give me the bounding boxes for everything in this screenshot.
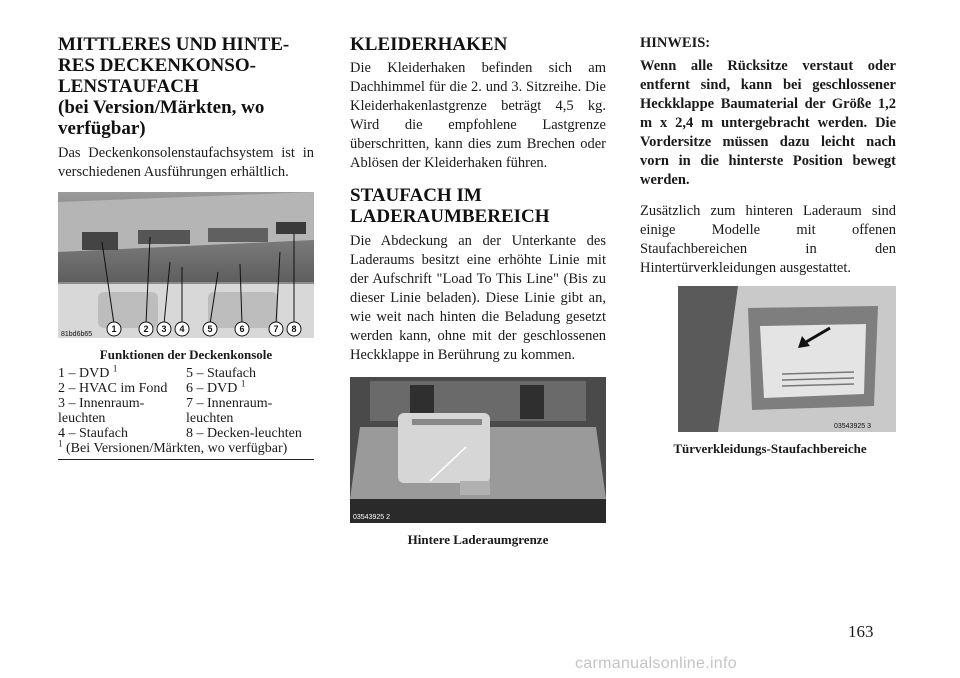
section-title-cargo-storage: STAUFACH IM LADERAUMBEREICH — [350, 185, 550, 227]
callout-7: 7 — [273, 324, 279, 334]
door-storage-text: Zusätzlich zum hinteren Laderaum sind einige Modelle mit offenen Staufachbereichen in den Hintertürverkleidungen ausgestattet. — [640, 203, 896, 276]
legend-item: 2 – HVAC im Fond — [58, 381, 168, 396]
page-number: 163 — [848, 622, 874, 641]
legend-row — [58, 396, 314, 426]
cargo-area-illustration — [350, 377, 606, 523]
column-overhead-console — [58, 34, 314, 460]
callout-1: 1 — [111, 324, 117, 334]
column-coat-hooks — [350, 34, 606, 548]
figure-caption-cargo-limit: Hintere Laderaumgrenze — [407, 532, 549, 547]
figure-caption-overhead-console: Funktionen der Deckenkonsole — [99, 347, 273, 362]
column-note — [640, 34, 896, 457]
legend-item: 6 – DVD $^1$ — [186, 378, 246, 396]
figure-code-2: 03543925 2 — [353, 514, 390, 521]
cargo-storage-text: Die Abdeckung an der Unterkante des Laderaums besitzt eine erhöhte Linie mit der Aufschrift "Load To This Line" (Bis zu dieser Linie beladen). Diese Linie gibt an, wie weit nach hinten die Beladung gesetzt werden kann, ohne mit der geschlossenen Heckklappe in Berührung zu kommen. — [350, 233, 606, 363]
legend-row — [58, 426, 314, 441]
legend-item: 4 – Staufach — [58, 426, 128, 441]
legend-item: 3 – Innenraum-leuchten — [58, 396, 145, 426]
legend-item: 5 – Staufach — [186, 366, 256, 381]
overhead-console-legend — [58, 363, 314, 441]
callout-8: 8 — [291, 324, 297, 334]
watermark: carmanualsonline.info — [575, 655, 737, 672]
legend-item: 1 – DVD $^1$ — [58, 363, 118, 381]
figure-caption-door-storage: Türverkleidungs-Staufachbereiche — [673, 441, 867, 456]
legend-item: 7 – Innenraum-leuchten — [186, 396, 273, 426]
callout-6: 6 — [239, 324, 245, 334]
overhead-console-intro: Das Deckenkonsolenstaufachsystem ist in verschiedenen Ausführungen erhältlich. — [58, 145, 314, 180]
callout-2: 2 — [143, 324, 149, 334]
callout-3: 3 — [161, 324, 167, 334]
section-title-overhead-console: MITTLERES UND HINTE- RES DECKENKONSO- LENSTAUFACH (bei Version/Märkten, wo verfügbar) — [58, 34, 290, 139]
figure-code-3: 03543925 3 — [834, 423, 871, 430]
overhead-console-figure — [58, 192, 314, 363]
cargo-limit-figure — [350, 377, 606, 548]
note-text: Wenn alle Rücksitze verstaut oder entfernt sind, kann bei geschlossener Heckklappe Baumaterial der Größe 1,2 m x 2,4 m untergebracht werden. Die Vordersitze müssen dazu leicht nach vorn in die hinterste Position bewegt werden. — [640, 58, 896, 188]
legend-footnote: $^1$ (Bei Versionen/Märkten, wo verfügbar) — [58, 441, 314, 460]
legend-row — [58, 381, 314, 396]
coat-hooks-text: Die Kleiderhaken befinden sich am Dachhimmel für die 2. und 3. Sitzreihe. Die Kleiderhakenlastgrenze beträgt 4,5 kg. Wird die empfohlene Lastgrenze überschritten, kann dies zum Brechen oder Ablösen der Kleiderhaken führen. — [350, 60, 606, 171]
figure-code-1: 81bd6b65 — [61, 331, 93, 338]
legend-item: 8 – Decken-leuchten — [186, 426, 302, 441]
door-trim-illustration — [678, 286, 896, 432]
overhead-console-illustration — [58, 192, 314, 338]
legend-row — [58, 366, 314, 381]
callout-5: 5 — [207, 324, 213, 334]
door-storage-figure — [673, 286, 896, 457]
note-label: HINWEIS: — [640, 35, 711, 51]
section-title-coat-hooks: KLEIDERHAKEN — [350, 34, 508, 55]
callout-4: 4 — [179, 324, 185, 334]
